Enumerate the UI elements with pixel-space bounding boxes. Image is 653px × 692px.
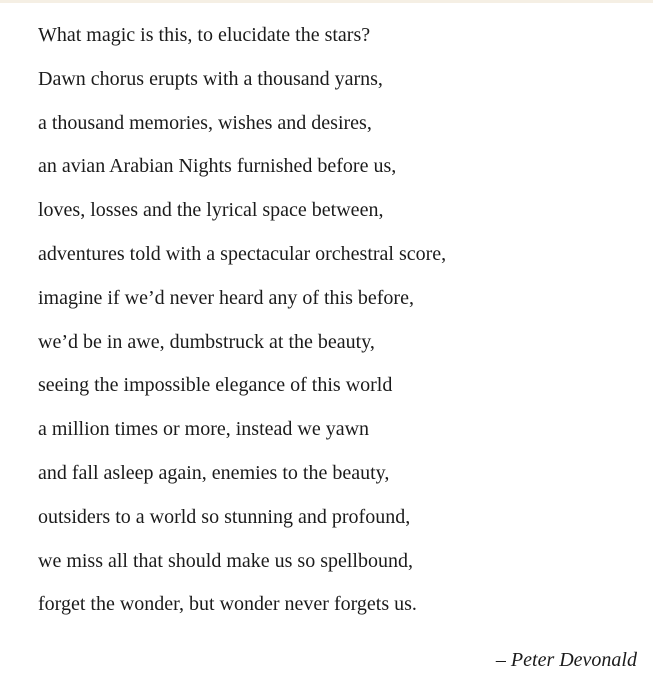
- poem-line: Dawn chorus erupts with a thousand yarns,: [38, 67, 383, 90]
- poem-attribution: – Peter Devonald: [495, 649, 637, 672]
- poem-line: forget the wonder, but wonder never forgets us.: [38, 593, 417, 616]
- poem-line: we miss all that should make us so spellbound,: [38, 549, 413, 572]
- poem-line: we’d be in awe, dumbstruck at the beauty,: [38, 330, 375, 353]
- poem-line: imagine if we’d never heard any of this before,: [38, 286, 414, 309]
- poem-line: an avian Arabian Nights furnished before us,: [38, 155, 397, 178]
- poem-line: and fall asleep again, enemies to the beauty,: [38, 461, 390, 484]
- poem-line: What magic is this, to elucidate the stars?: [38, 24, 371, 46]
- poem-line: adventures told with a spectacular orchestral score,: [38, 242, 447, 265]
- poem-line: outsiders to a world so stunning and profound,: [38, 505, 411, 528]
- poem-line: seeing the impossible elegance of this world: [38, 374, 393, 397]
- poem-line: a million times or more, instead we yawn: [38, 418, 370, 441]
- poem-line: loves, losses and the lyrical space between,: [38, 199, 384, 222]
- poem-body: [0, 3, 653, 627]
- poem-line: a thousand memories, wishes and desires,: [38, 111, 372, 134]
